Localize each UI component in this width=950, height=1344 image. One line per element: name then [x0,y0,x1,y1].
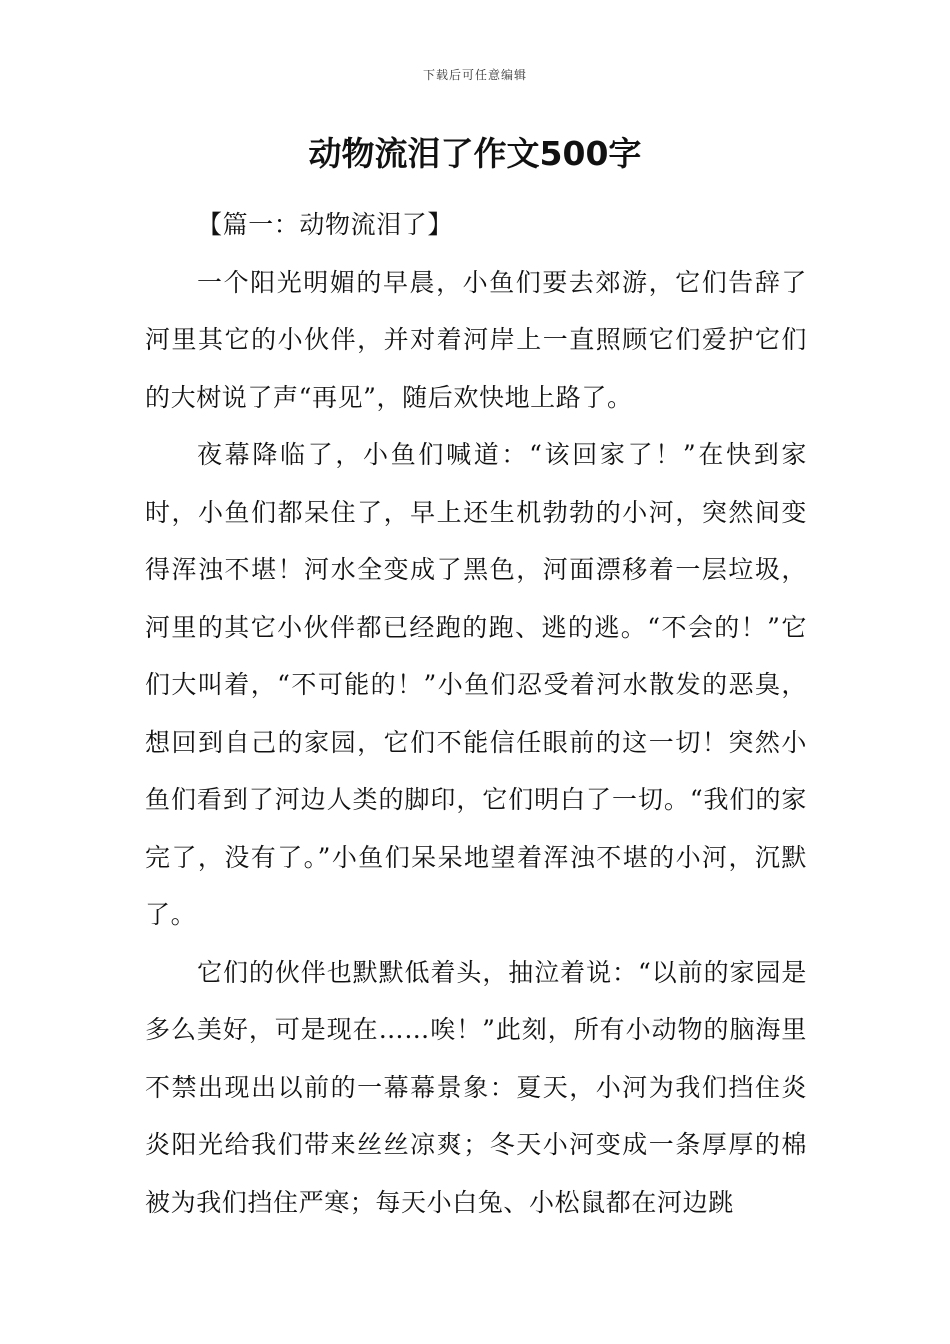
header-note: 下载后可任意编辑 [422,68,527,82]
paragraph-1: 一个阳光明媚的早晨，小鱼们要去郊游，它们告辞了河里其它的小伙伴，并对着河岸上一直照顾它们爱护它们的大树说了声“再见”，随后欢快地上路了。 [145,267,807,412]
document-body [145,196,807,1231]
document-title: 动物流泪了作文500字 [308,134,642,173]
paragraph-2: 夜幕降临了，小鱼们喊道：“该回家了！”在快到家时，小鱼们都呆住了，早上还生机勃勃的小河，突然间变得浑浊不堪！河水全变成了黑色，河面漂移着一层垃圾，河里的其它小伙伴都已经跑的跑、逃的逃。“不会的！”它们大叫着，“不可能的！”小鱼们忍受着河水散发的恶臭，想回到自己的家园，它们不能信任眼前的这一切！突然小鱼们看到了河边人类的脚印，它们明白了一切。“我们的家完了，没有了。”小鱼们呆呆地望着浑浊不堪的小河，沉默了。 [145,440,807,929]
section-heading: 【篇一：动物流泪了】 [197,210,454,239]
paragraph-3: 它们的伙伴也默默低着头，抽泣着说：“以前的家园是多么美好，可是现在……唉！”此刻，所有小动物的脑海里不禁出现出以前的一幕幕景象：夏天，小河为我们挡住炎炎阳光给我们带来丝丝凉爽；冬天小河变成一条厚厚的棉被为我们挡住严寒；每天小白兔、小松鼠都在河边跳 [145,957,807,1217]
